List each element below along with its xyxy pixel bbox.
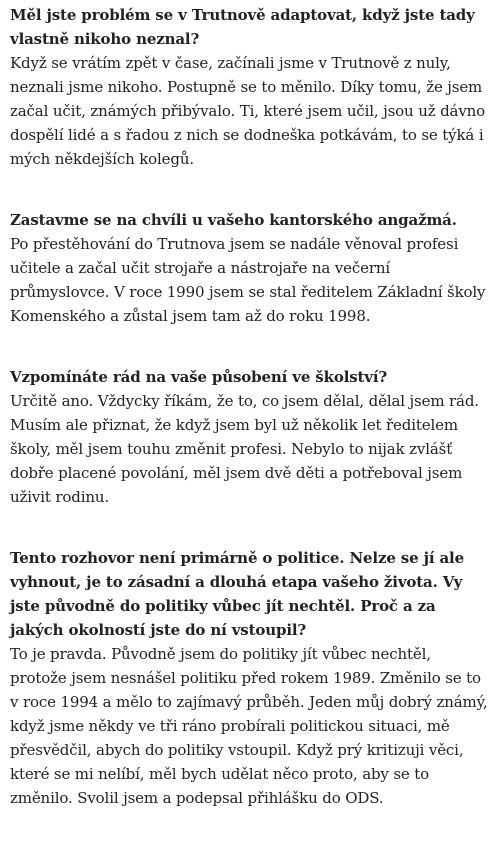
qa-block-teaching-career [10,208,490,328]
answer-paragraph: Určitě ano. Vždycky říkám, že to, co jsem dělal, dělal jsem rád. Musím ale přiznat, že když jsem byl už několik let ředitelem školy, měl jsem touhu změnit profesi. Nebylo to nijak zvlášť dobře placené povolání, měl jsem dvě děti a potřeboval jsem uživit rodinu. [10,392,479,506]
question-heading: Tento rozhovor není primárně o politice. Nelze se jí ale vyhnout, je to zásadní a dlouhá etapa vašeho života. Vy jste původně do politiky vůbec jít nechtěl. Proč a za jakých okolností jste do ní vstoupil? [10,549,464,639]
answer-paragraph: Po přestěhování do Trutnova jsem se nadále věnoval profesi učitele a začal učit strojaře a nástrojaře na večerní průmyslovce. V roce 1990 jsem se stal ředitelem Základní školy Komenského a zůstal jsem tam až do roku 1998. [10,235,486,325]
answer-paragraph: Když se vrátím zpět v čase, začínali jsme v Trutnově z nuly, neznali jsme nikoho. Postupně se to měnilo. Díky tomu, že jsem začal učit, známých přibývalo. Ti, které jsem učil, jsou už dávno dospělí lidé a s řadou z nich se dodneška potkávám, to se týká i mých někdejších kolegů. [10,54,486,168]
qa-block-school-memories [10,365,490,509]
question-heading: Měl jste problém se v Trutnově adaptovat, když jste tady vlastně nikoho neznal? [10,6,475,48]
qa-block-politics [10,546,490,810]
answer-paragraph: To je pravda. Původně jsem do politiky jít vůbec nechtěl, protože jsem nesnášel politiku před rokem 1989. Změnilo se to v roce 1994 a mělo to zajímavý průběh. Jeden můj dobrý známý, když jsme někdy ve tři ráno probírali politickou situaci, mě přesvědčil, abych do politiky vstoupil. Když prý kritizuji věci, které se mi nelíbí, měl bych udělat něco proto, aby se to změnilo. Svolil jsem a podepsal přihlášku do ODS. [10,645,488,807]
qa-block-adaptation [10,3,490,171]
question-heading: Zastavme se na chvíli u vašeho kantorského angažmá. [10,211,457,229]
interview-article [10,3,490,847]
question-heading: Vzpomínáte rád na vaše působení ve školství? [10,368,388,386]
